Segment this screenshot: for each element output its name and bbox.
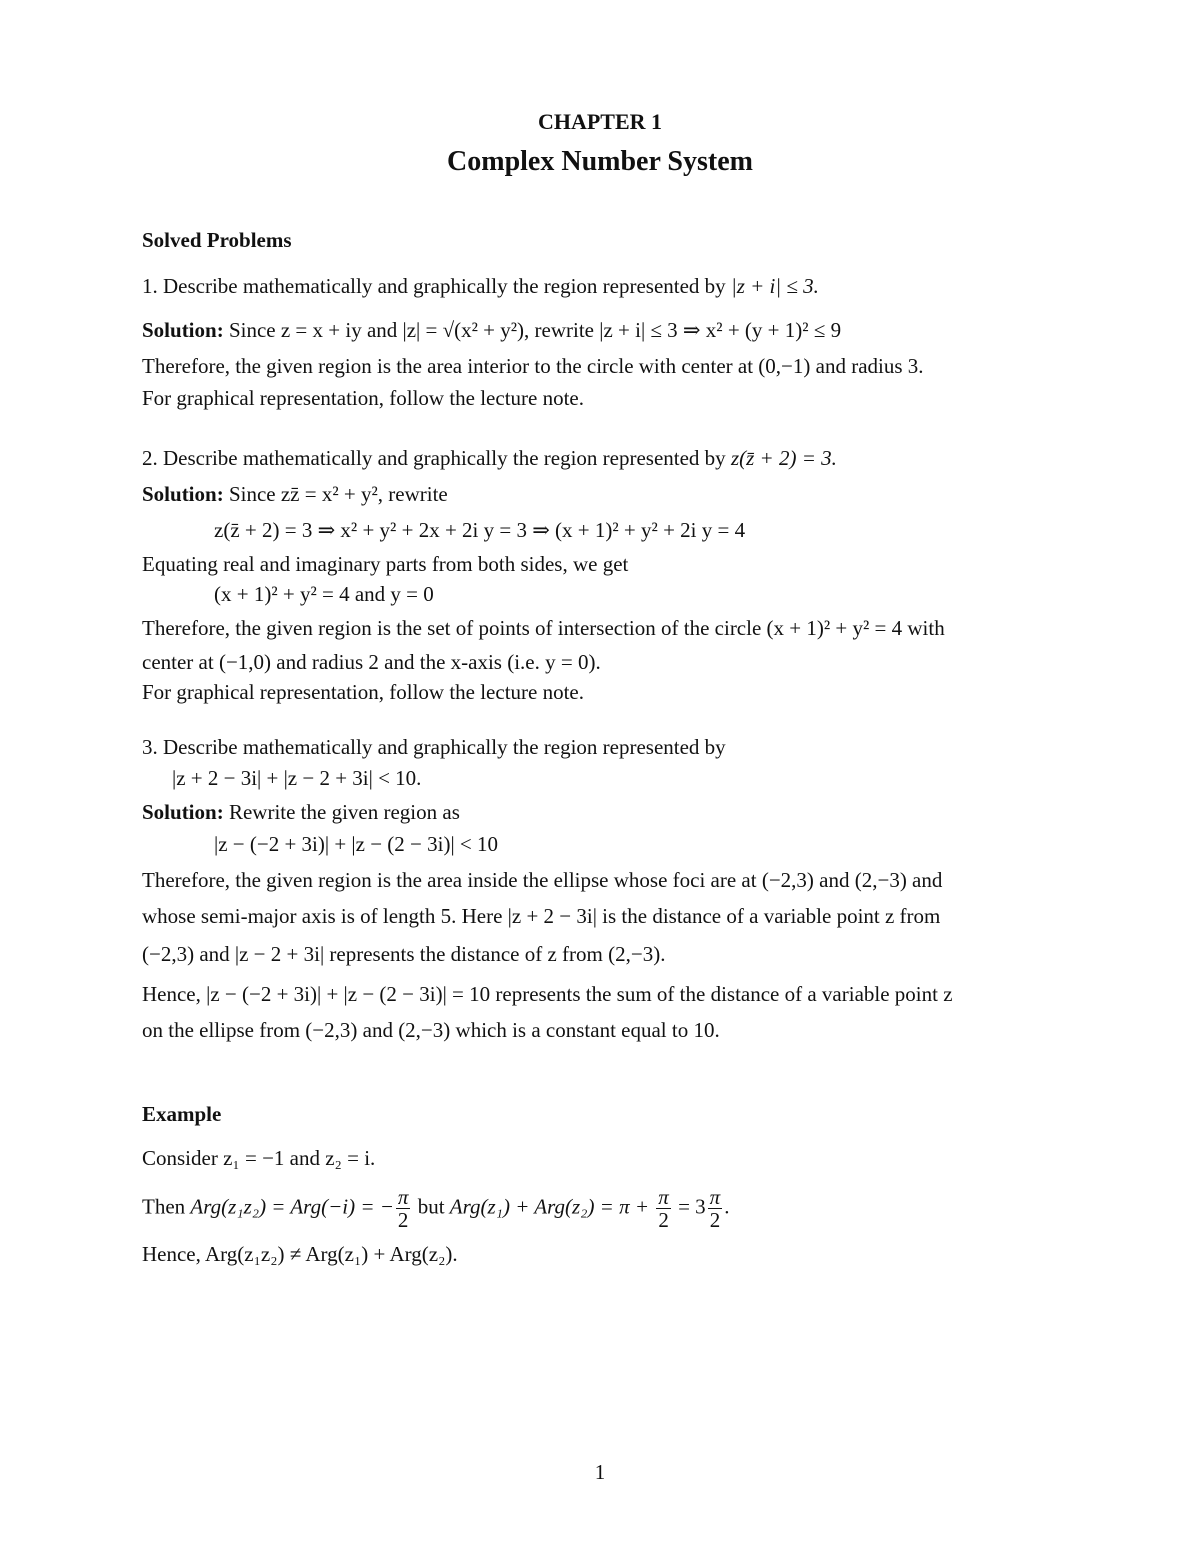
problem-3-question: 3. Describe mathematically and graphically the region represented by: [142, 735, 726, 759]
problem-2-solution-text: Since zz̄ = x² + y², rewrite: [223, 482, 448, 506]
problem-2-question: [142, 444, 1060, 472]
problem-2-equation-1: z(z̄ + 2) = 3 ⇒ x² + y² + 2x + 2i y = 3 ⇒ (x + 1)² + y² + 2i y = 4: [214, 518, 746, 542]
chapter-label: CHAPTER 1: [537, 109, 663, 134]
problem-2-followup: For graphical representation, follow the lecture note.: [142, 680, 585, 704]
pi-over-2-fraction: $\frac{\pi}{2}$: [709, 1185, 721, 1232]
problem-2-question-math: z(z̄ + 2) = 3.: [730, 446, 837, 470]
section-heading: Solved Problems: [142, 228, 292, 252]
problem-1-question-text: 1. Describe mathematically and graphically the region represented by: [142, 274, 731, 298]
problem-3-solution: [142, 798, 1060, 826]
example-but: but: [412, 1194, 450, 1219]
problem-2-conclusion-1: Therefore, the given region is the set of points of intersection of the circle (x + 1)² + y² = 4 with: [142, 616, 945, 640]
problem-3-conclusion-1: Therefore, the given region is the area inside the ellipse whose foci are at (−2,3) and (2,−3) and: [142, 868, 943, 892]
problem-3-conclusion-2: whose semi-major axis is of length 5. Here |z + 2 − 3i| is the distance of a variable point z from: [142, 904, 941, 928]
example-consider: Consider z₁ = −1 and z₂ = i.: [142, 1146, 376, 1170]
problem-3-conclusion-3: (−2,3) and |z − 2 + 3i| represents the distance of z from (2,−3).: [142, 942, 666, 966]
example-then-lead: Then: [142, 1194, 191, 1219]
pi-over-2-fraction: $\frac{\pi}{2}$: [658, 1185, 669, 1232]
example-heading: Example: [142, 1102, 222, 1126]
chapter-title: Complex Number System: [447, 146, 753, 177]
example-eq3: = 3: [672, 1194, 706, 1219]
problem-1-conclusion: Therefore, the given region is the area interior to the circle with center at (0,−1) and radius 3.: [142, 354, 924, 378]
example-then-part1: Arg(z₁z₂) = Arg(−i) = −: [190, 1194, 394, 1219]
page-number: 1: [594, 1460, 606, 1484]
pi-over-2-fraction: $\frac{\pi}{2}$: [397, 1185, 409, 1232]
problem-2-equating: Equating real and imaginary parts from both sides, we get: [142, 552, 629, 576]
problem-1-solution: [142, 316, 1060, 344]
problem-3-question-math: |z + 2 − 3i| + |z − 2 + 3i| < 10.: [172, 766, 422, 790]
problem-2-question-text: 2. Describe mathematically and graphically the region represented by: [142, 446, 731, 470]
problem-1-question-math: |z + i| ≤ 3.: [730, 274, 819, 298]
solution-label: Solution:: [142, 318, 224, 342]
problem-1-followup: For graphical representation, follow the lecture note.: [142, 386, 585, 410]
problem-3-hence-1: Hence, |z − (−2 + 3i)| + |z − (2 − 3i)| = 10 represents the sum of the distance of a variable point z: [142, 982, 953, 1006]
solution-label: Solution:: [142, 800, 224, 824]
problem-3-solution-text: Rewrite the given region as: [223, 800, 460, 824]
problem-1-question: [142, 272, 1060, 300]
example-then: Then Arg(z₁z₂) = Arg(−i) = − $\frac{\pi}{2}$ but Arg(z₁) + Arg(z₂) = π + $\frac{\pi}{2}$ = 3 $\frac{\pi}{2}$ .: [142, 1185, 730, 1232]
solution-label: Solution:: [142, 482, 224, 506]
example-hence: Hence, Arg(z₁z₂) ≠ Arg(z₁) + Arg(z₂).: [142, 1242, 458, 1266]
problem-2-equation-2: (x + 1)² + y² = 4 and y = 0: [214, 582, 434, 606]
problem-3-hence-2: on the ellipse from (−2,3) and (2,−3) which is a constant equal to 10.: [142, 1018, 720, 1042]
example-then-part2: Arg(z₁) + Arg(z₂) = π +: [449, 1194, 655, 1219]
problem-2-solution: [142, 480, 1060, 508]
problem-2-conclusion-2: center at (−1,0) and radius 2 and the x-axis (i.e. y = 0).: [142, 650, 601, 674]
problem-1-solution-text: Since z = x + iy and |z| = √(x² + y²), rewrite |z + i| ≤ 3 ⇒ x² + (y + 1)² ≤ 9: [223, 318, 842, 342]
problem-3-equation-1: |z − (−2 + 3i)| + |z − (2 − 3i)| < 10: [214, 832, 499, 856]
